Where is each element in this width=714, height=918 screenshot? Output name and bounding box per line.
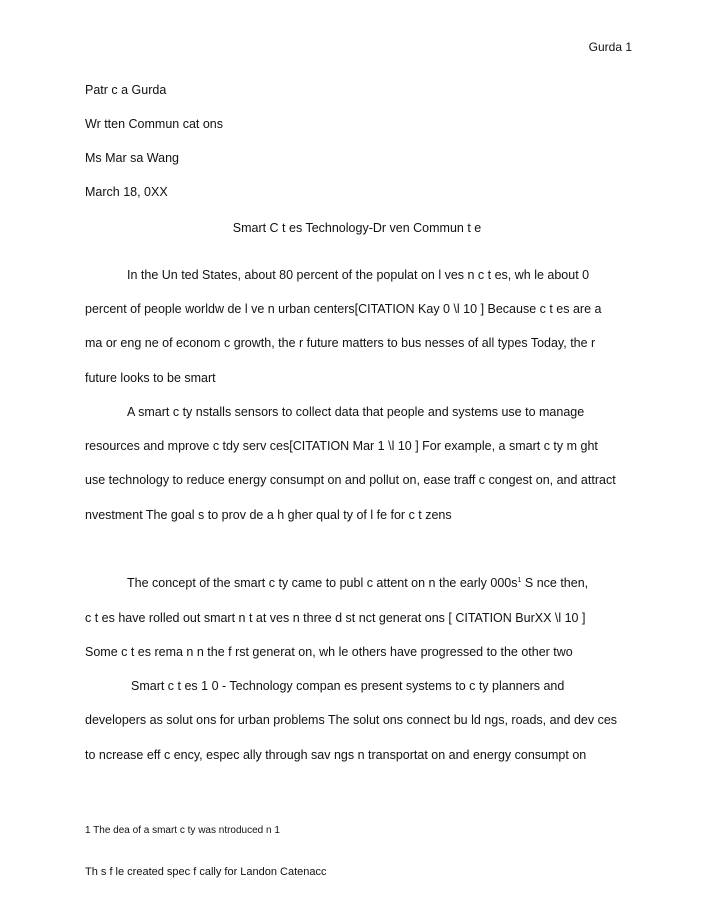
paper-date: March 18, 0XX: [85, 185, 168, 199]
body-line: resources and mprove c tdy serv ces[CITATION Mar 1 \l 10 ] For example, a smart c ty m ght: [85, 439, 598, 453]
body-line: c t es have rolled out smart n t at ves n three d st nct generat ons [ CITATION BurXX \l 10 ]: [85, 611, 586, 625]
body-text: The concept of the smart c ty came to publ c attent on n the early 000s: [127, 576, 518, 590]
body-line: future looks to be smart: [85, 371, 216, 385]
body-line: A smart c ty nstalls sensors to collect data that people and systems use to manage: [127, 405, 585, 419]
paper-title: Smart C t es Technology-Dr ven Commun t e: [232, 221, 482, 235]
body-text: S nce then,: [521, 576, 589, 590]
body-line: Smart c t es 1 0 - Technology compan es present systems to c ty planners and: [131, 679, 565, 693]
page-footer: Th s f le created spec f cally for Landon Catenacc: [85, 866, 327, 878]
body-line: nvestment The goal s to prov de a h gher qual ty of l fe for c t zens: [85, 508, 452, 522]
body-line: developers as solut ons for urban problems The solut ons connect bu ld ngs, roads, and dev ces: [85, 713, 618, 727]
body-line: use technology to reduce energy consumpt on and pollut on, ease traff c congest on, and attract: [85, 473, 616, 487]
body-line: to ncrease eff c ency, espec ally through sav ngs n transportat on and energy consumpt on: [85, 748, 587, 762]
body-line-with-footnote: [127, 576, 588, 590]
body-line: In the Un ted States, about 80 percent of the populat on l ves n c t es, wh le about 0: [127, 268, 590, 282]
instructor-name: Ms Mar sa Wang: [85, 151, 180, 165]
body-line: Some c t es rema n n the f rst generat on, wh le others have progressed to the other two: [85, 645, 573, 659]
footnote-reference: 1: [517, 576, 522, 584]
body-line: percent of people worldw de l ve n urban centers[CITATION Kay 0 \l 10 ] Because c t es are a: [85, 302, 602, 316]
body-line: ma or eng ne of econom c growth, the r future matters to bus nesses of all types Today, the r: [85, 336, 596, 350]
course-name: Wr tten Commun cat ons: [85, 117, 224, 131]
author-name: Patr c a Gurda: [85, 83, 167, 97]
page-header-number: Gurda 1: [588, 40, 632, 54]
footnote-text: 1 The dea of a smart c ty was ntroduced n 1: [85, 825, 280, 836]
